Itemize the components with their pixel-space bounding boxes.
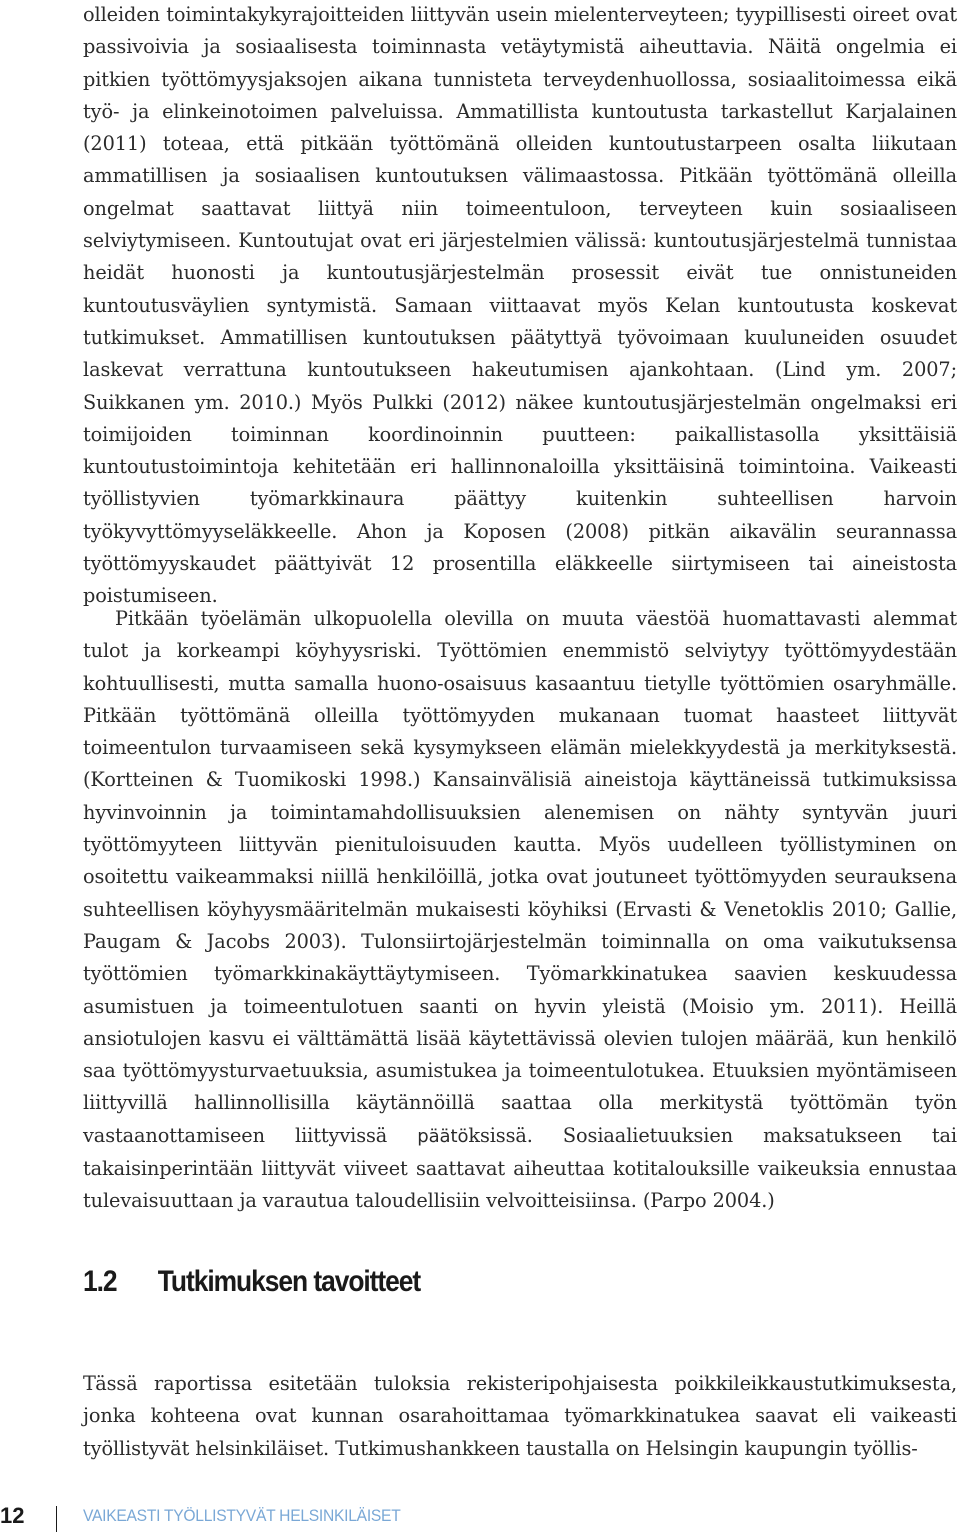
section-title: Tutkimuksen tavoitteet <box>157 1265 421 1298</box>
body-paragraph-2-sans-fragment: päätö <box>417 1125 469 1147</box>
section-number: 1.2 <box>83 1265 117 1298</box>
body-paragraph-2-text-a: Pitkään työelämän ulkopuolella olevilla on muuta väestöä huomattavasti alemmat tulot ja korkeampi köyhyysriski. Työttömien enemmistö selviytyy työttömyydestään kohtuullisesti, mutta samalla huono-osaisuus kasaantuu tietylle työttömien osaryhmälle. Pitkään työttömänä olleilla työttömyyden mukanaan tuomat haasteet liittyvät toimeentulon turvaamiseen sekä kysymykseen elämän mielekkyydestä ja merkityksestä. (Kortteinen & Tuomikoski 1998.) Kansainvälisiä aineistoja käyttäneissä tutkimuksissa hyvinvoinnin ja toimintamahdollisuuksien alenemisen on nähty syntyvän juuri työttömyyteen liittyvän pienituloisuuden kautta. Myös uudelleen työllistyminen on osoitettu vaikeammaksi niillä henkilöillä, jotka ovat joutuneet työttömyyden seurauksena suhteellisen köyhyysmääritelmän mukaisesti köyhiksi (Ervasti & Venetoklis 2010; Gallie, Paugam & Jacobs 2003). Tulonsiirtojärjestelmän toiminnalla on oma vaikutuksensa työttömien työmarkkinakäyttäytymiseen. Työmarkkinatukea saavien keskuudessa asumistuen ja toimeentulotuen saanti on hyvin yleistä (Moisio ym. 2011). Heillä ansiotulojen kasvu ei välttämättä lisää käytettävissä olevien tulojen määrää, kun henkilö saa työttömyysturvaetuuksia, asumistukea ja toimeentulotukea. Etuuksien myöntämiseen liittyvillä hallinnollisilla käytännöillä saattaa olla merkitystä työttömän työn vastaanottamiseen liittyvissä <box>83 607 957 1147</box>
section-heading <box>83 1262 852 1302</box>
page-number: 12 <box>0 1503 25 1528</box>
body-paragraph-3: Tässä raportissa esitetään tuloksia rekisteripohjaisesta poikkileikkaustutkimuksesta, jonka kohteena ovat kunnan osarahoittamaa työmarkkinatukea saavat eli vaikeasti työllistyvät helsinkiläiset. Tutkimushankkeen taustalla on Helsingin kaupungin työllis- <box>83 1372 957 1460</box>
footer-divider <box>56 1506 57 1532</box>
body-paragraph-1: olleiden toimintakykyrajoitteiden liittyvän usein mielenterveyteen; tyypillisesti oireet ovat passivoivia ja sosiaalisesta toiminnasta vetäytymistä aiheuttavia. Näitä ongelmia ei pitkien työttömyysjaksojen aikana tunnisteta terveydenhuollossa, sosiaalitoimessa eikä työ- ja elinkeinotoimen palveluissa. Ammatillista kuntoutusta tarkastellut Karjalainen (2011) toteaa, että pitkään työttömänä olleiden kuntoutustarpeen osalta liikutaan ammatillisen ja sosiaalisen kuntoutuksen välimaastossa. Pitkään työttömänä olleilla ongelmat saattavat liittyä niin toimeentuloon, terveyteen kuin sosiaaliseen selviytymiseen. Kuntoutujat ovat eri järjestelmien välissä: kuntoutusjärjestelmä tunnistaa heidät huonosti ja kuntoutusjärjestelmän prosessit eivät tue onnistuneiden kuntoutusväylien syntymistä. Samaan viittaavat myös Kelan kuntoutusta koskevat tutkimukset. Ammatillisen kuntoutuksen päätyttyä työvoimaan kuuluneiden osuudet laskevat verrattuna kuntoutukseen hakeutumisen ajankohtaan. (Lind ym. 2007; Suikkanen ym. 2010.) Myös Pulkki (2012) näkee kuntoutusjärjestelmän ongelmaksi eri toimijoiden toiminnan koordinoinnin puutteen: paikallistasolla yksittäisiä kuntoutustoimintoja kehitetään eri hallinnonaloilla yksittäisinä toimintoina. Vaikeasti työllistyvien työmarkkinaura päättyy kuitenkin suhteellisen harvoin työkyvyttömyyseläkkeelle. Ahon ja Koposen (2008) pitkän aikavälin seurannassa työttömyyskaudet päättyivät 12 prosentilla eläkkeelle siirtymiseen tai aineistosta poistumiseen. <box>83 3 957 608</box>
body-paragraph-2-text-b: ksissä. Sosiaalietuuksien maksatukseen tai takaisinperintään liittyvät viiveet saattavat aiheuttaa kotitalouksille vaikeuksia ennustaa tulevaisuuttaan ja varautua taloudellisiin velvoitteisiinsa. (Parpo 2004.) <box>83 1123 957 1213</box>
running-title: VAIKEASTI TYÖLLISTYVÄT HELSINKILÄISET <box>83 1506 401 1525</box>
page-footer <box>0 1500 960 1534</box>
body-paragraph-2 <box>83 603 957 1218</box>
